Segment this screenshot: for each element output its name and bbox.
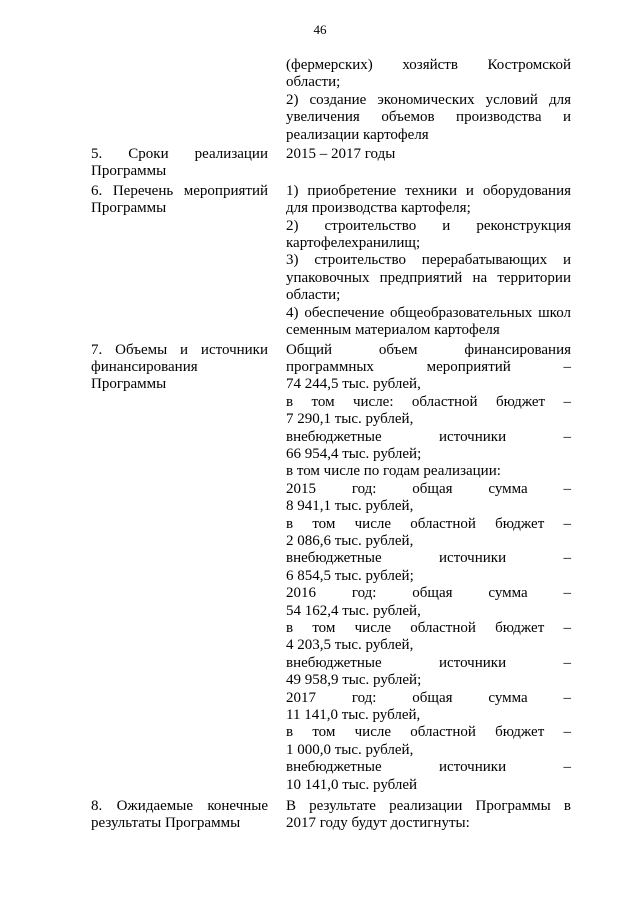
label-line: 7. Объемы и источники [91, 341, 268, 358]
value-line: 8 941,1 тыс. рублей, [286, 498, 414, 515]
section-7-value [286, 342, 571, 795]
value-line: Общий объем финансирования [286, 341, 571, 358]
value-line: внебюджетные источники – [286, 759, 571, 776]
value-line: 3) строительство перерабатывающих и [286, 252, 571, 269]
value-line: в том числе областной бюджет – [286, 515, 571, 532]
label-line: 8. Ожидаемые конечные [91, 798, 268, 815]
value-line: 1) приобретение техники и оборудования [286, 182, 571, 199]
value-line: 74 244,5 тыс. рублей, [286, 376, 421, 393]
value-line: внебюджетные источники – [286, 654, 571, 671]
value-line: 2016 год: общая сумма – [286, 585, 571, 602]
section-8-value [286, 798, 571, 833]
value-line: для производства картофеля; [286, 200, 471, 217]
section-7-label [91, 342, 268, 394]
intro-right-cell [286, 57, 571, 144]
section-6-row [0, 183, 640, 340]
value-line: 2) строительство и реконструкция [286, 217, 571, 234]
value-line: 1 000,0 тыс. рублей, [286, 741, 414, 758]
value-line: 4 203,5 тыс. рублей, [286, 637, 414, 654]
value-line: В результате реализации Программы в [286, 798, 571, 815]
intro-line: (фермерских) хозяйств Костромской [286, 57, 571, 73]
intro-line: 2) создание экономических условий для [286, 91, 571, 108]
value-line: 2015 год: общая сумма – [286, 480, 571, 497]
value-line: упаковочных предприятий на территории [286, 269, 571, 286]
value-line: 11 141,0 тыс. рублей, [286, 707, 421, 724]
value-line: 7 290,1 тыс. рублей, [286, 411, 414, 428]
section-6-label [91, 183, 268, 218]
intro-line: области; [286, 74, 341, 91]
value-line: 10 141,0 тыс. рублей [286, 776, 418, 793]
intro-row [0, 57, 640, 144]
value-line: 54 162,4 тыс. рублей, [286, 602, 421, 619]
value-line: внебюджетные источники – [286, 550, 571, 567]
label-line: финансирования [91, 358, 198, 375]
section-5-row [0, 146, 640, 181]
value-line: 2 086,6 тыс. рублей, [286, 532, 414, 549]
value-line: 6 854,5 тыс. рублей; [286, 567, 414, 584]
label-line: результаты Программы [91, 815, 241, 832]
value-line: 2017 год: общая сумма – [286, 689, 571, 706]
value-line: в том числе областной бюджет – [286, 620, 571, 636]
value-line: внебюджетные источники – [286, 428, 571, 445]
value-line: области; [286, 287, 341, 304]
section-7-row [0, 342, 640, 795]
value-line: семенным материалом картофеля [286, 322, 500, 339]
value-line: в том числе: областной бюджет – [286, 393, 571, 410]
label-line: Программы [91, 200, 167, 217]
section-5-label [91, 146, 268, 181]
section-8-row [0, 798, 640, 833]
value-line: картофелехранилищ; [286, 235, 421, 252]
value-line: в том числе по годам реализации: [286, 463, 501, 480]
intro-line: реализации картофеля [286, 126, 429, 143]
section-5-value [286, 146, 571, 163]
page-number: 46 [313, 22, 327, 37]
value-line: 2015 – 2017 годы [286, 146, 396, 163]
value-line: 49 958,9 тыс. рублей; [286, 672, 422, 689]
value-line: 4) обеспечение общеобразовательных школ [286, 304, 571, 321]
value-line: 2017 году будут достигнуты: [286, 815, 470, 832]
label-line: 6. Перечень мероприятий [91, 182, 268, 199]
section-6-value [286, 183, 571, 340]
value-line: 66 954,4 тыс. рублей; [286, 445, 422, 462]
section-8-label [91, 798, 268, 833]
label-line: 5. Сроки реализации [91, 146, 268, 163]
value-line: в том числе областной бюджет – [286, 724, 571, 741]
label-line: Программы [91, 376, 167, 393]
passport-table [0, 57, 640, 833]
intro-line: увеличения объемов производства и [286, 109, 571, 126]
label-line: Программы [91, 163, 167, 180]
value-line: программных мероприятий – [286, 358, 571, 375]
